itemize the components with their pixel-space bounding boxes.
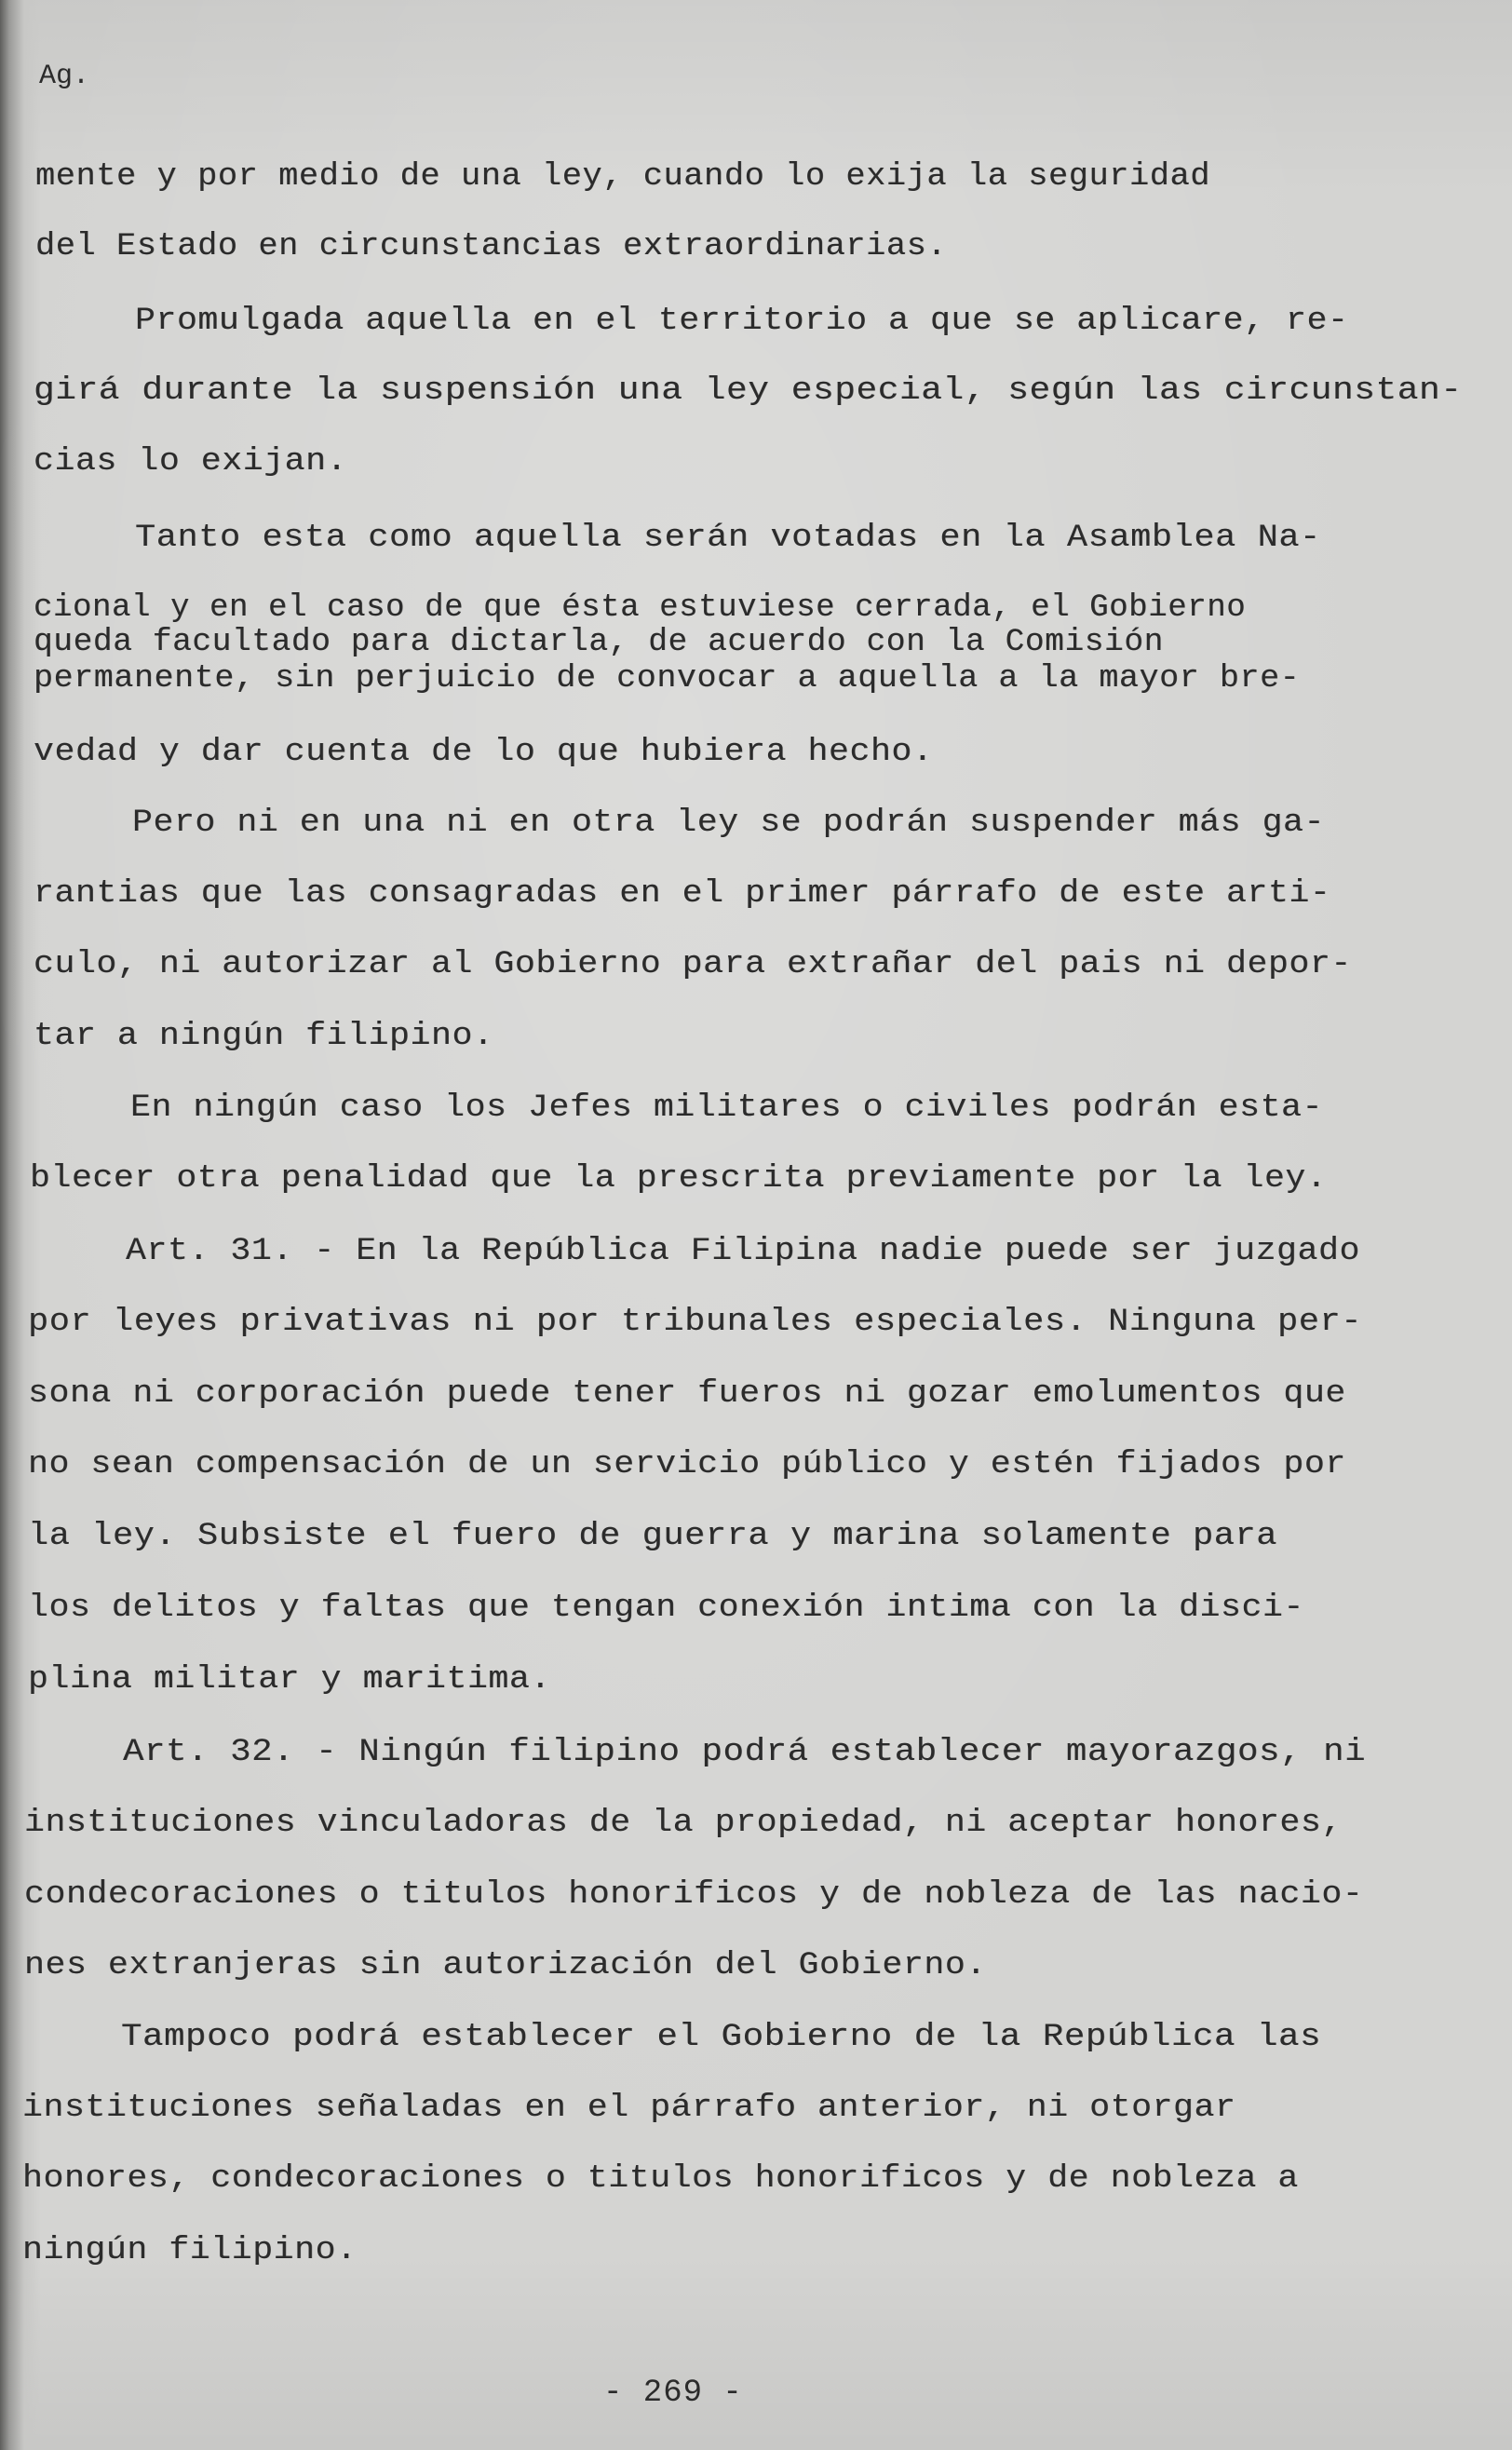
text-line: mente y por medio de una ley, cuando lo exija la seguridad (35, 159, 1211, 195)
text-line: instituciones vinculadoras de la propiedad, ni aceptar honores, (24, 1806, 1343, 1841)
text-line: rantias que las consagradas en el primer párrafo de este arti- (34, 876, 1331, 912)
text-line: no sean compensación de un servicio público y estén fijados por (28, 1447, 1346, 1482)
text-line: instituciones señaladas en el párrafo anterior, ni otorgar (22, 2091, 1236, 2126)
corner-mark: Ag. (39, 61, 90, 92)
text-line: permanente, sin perjuicio de convocar a aquella a la mayor bre- (34, 661, 1301, 697)
text-line: vedad y dar cuenta de lo que hubiera hecho. (34, 735, 934, 770)
text-line: Art. 31. - En la República Filipina nadie puede ser juzgado (126, 1234, 1360, 1269)
text-line: del Estado en circunstancias extraordinarias. (35, 229, 948, 264)
text-line: queda facultado para dictarla, de acuerdo con la Comisión (34, 625, 1164, 660)
text-line: blecer otra penalidad que la prescrita previamente por la ley. (30, 1161, 1328, 1197)
text-line: por leyes privativas ni por tribunales especiales. Ninguna per- (28, 1305, 1363, 1340)
text-line: honores, condecoraciones o titulos honorificos y de nobleza a (22, 2161, 1299, 2197)
text-line: sona ni corporación puede tener fueros ni gozar emolumentos que (28, 1376, 1346, 1412)
text-line: plina militar y maritima. (28, 1662, 551, 1698)
page-number: - 269 - (603, 2376, 743, 2411)
text-line: nes extranjeras sin autorización del Gobierno. (24, 1948, 987, 1983)
text-line: ningún filipino. (22, 2233, 358, 2268)
text-line: condecoraciones o titulos honorificos y de nobleza de las nacio- (24, 1877, 1364, 1913)
text-line: cional y en el caso de que ésta estuviese cerrada, el Gobierno (34, 590, 1247, 626)
text-line: Pero ni en una ni en otra ley se podrán suspender más ga- (132, 805, 1326, 841)
text-line: la ley. Subsiste el fuero de guerra y marina solamente para (28, 1519, 1278, 1554)
text-line: cias lo exijan. (34, 444, 348, 480)
text-line: Art. 32. - Ningún filipino podrá establecer mayorazgos, ni (123, 1735, 1367, 1770)
text-line: culo, ni autorizar al Gobierno para extrañar del pais ni depor- (34, 947, 1352, 982)
text-line: los delitos y faltas que tengan conexión intima con la disci- (28, 1590, 1304, 1626)
text-line: Tanto esta como aquella serán votadas en la Asamblea Na- (135, 521, 1321, 556)
text-line: tar a ningún filipino. (34, 1019, 494, 1054)
text-line: Tampoco podrá establecer el Gobierno de la República las (121, 2020, 1322, 2055)
text-line: Promulgada aquella en el territorio a que se aplicare, re- (135, 304, 1349, 339)
text-line: En ningún caso los Jefes militares o civiles podrán esta- (130, 1090, 1324, 1126)
text-line: girá durante la suspensión una ley especial, según las circunstan- (34, 373, 1463, 409)
